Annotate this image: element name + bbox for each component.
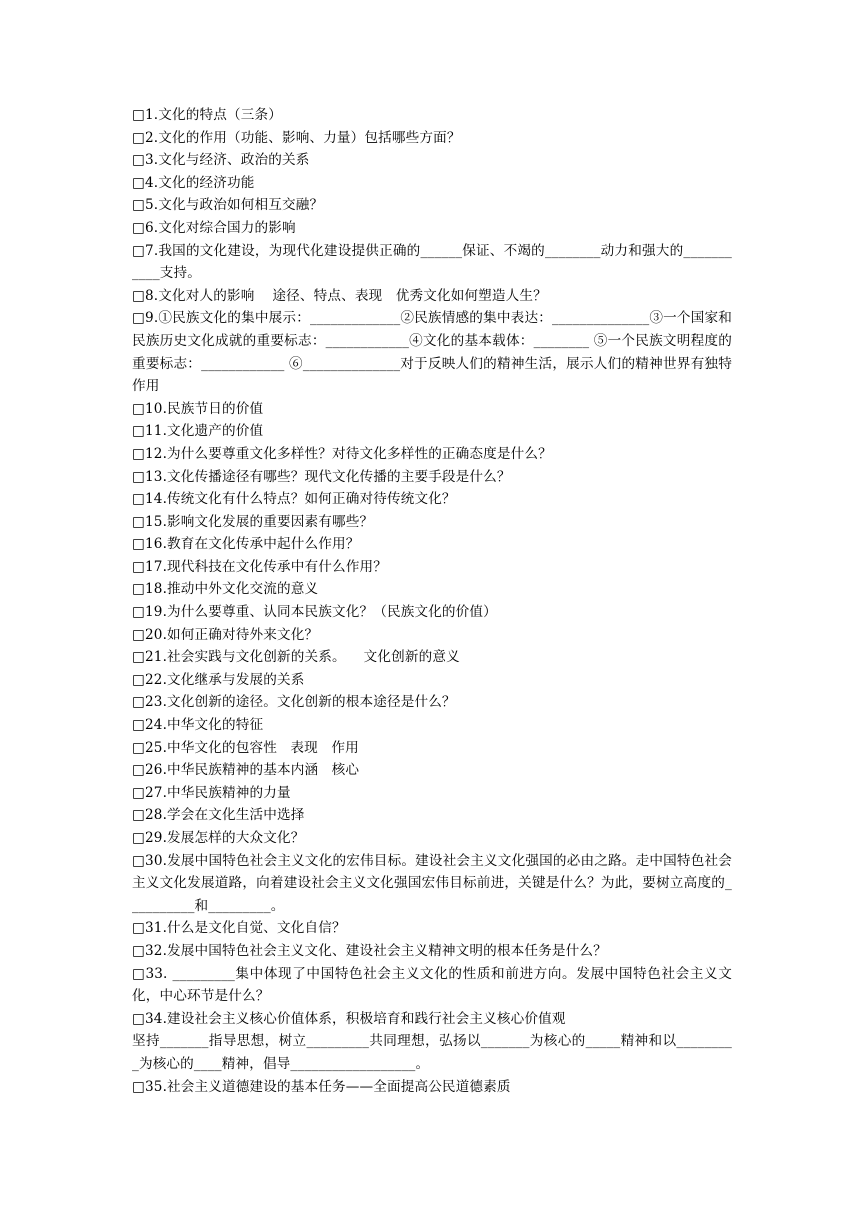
checklist-item-27: □27.中华民族精神的力量 [132,784,291,801]
checklist-item-23: □23.文化创新的途径。文化创新的根本途径是什么？ [132,694,456,711]
checklist-item-13: □13.文化传播途径有哪些？现代文化传播的主要手段是什么？ [132,468,511,485]
checklist-item-8: □8.文化对人的影响 途径、特点、表现 优秀文化如何塑造人生？ [132,287,547,304]
checklist-item-17: □17.现代科技在文化传承中有什么作用？ [132,558,387,575]
checklist-item-1: □1.文化的特点（三条） [132,107,282,123]
checklist-item-18: □18.推动中外文化交流的意义 [132,581,319,598]
checklist-item-14: □14.传统文化有什么特点？如何正确对待传统文化？ [132,491,456,508]
checklist-item-25: □25.中华文化的包容性 表现 作用 [132,739,359,756]
checklist-item-30: □30.发展中国特色社会主义文化的宏伟目标。建设社会主义文化强国的必由之路。走中国特色社会主义文化发展道路，向着建设社会主义文化强国宏伟目标前进，关键是什么？为此，要树立高度的__________和_________。 [132,852,732,914]
checklist-item-10: □10.民族节日的价值 [132,400,264,417]
checklist-item-3: □3.文化与经济、政治的关系 [132,152,310,169]
checklist-item-33: □33. _________集中体现了中国特色社会主义文化的性质和前进方向。发展中国特色社会主义文化，中心环节是什么？ [132,965,732,1005]
checklist-item-4: □4.文化的经济功能 [132,174,255,191]
checklist-item-7: □7.我国的文化建设，为现代化建设提供正确的______保证、不竭的________动力和强大的___________支持。 [132,242,732,282]
checklist-item-21: □21.社会实践与文化创新的关系。 文化创新的意义 [132,649,460,666]
checklist-item-12: □12.为什么要尊重文化多样性？对待文化多样性的正确态度是什么？ [132,445,552,462]
checklist-item-11: □11.文化遗产的价值 [132,423,264,440]
checklist-item-34: □34.建设社会主义核心价值体系，积极培育和践行社会主义核心价值观 坚持_______指导思想，树立_________共同理想，弘扬以_______为核心的_____精神和以_________为核心的____精神，倡导__________________。 [132,1010,732,1072]
checklist-item-24: □24.中华文化的特征 [132,717,264,734]
checklist-item-32: □32.发展中国特色社会主义文化、建设社会主义精神文明的根本任务是什么？ [132,942,607,959]
checklist-item-9: □9.①民族文化的集中展示：_____________②民族情感的集中表达：______________③一个国家和民族历史文化成就的重要标志：____________④文化的基本载体：________ ⑤一个民族文明程度的重要标志：____________ ⑥______________对于反映人们的精神生活，展示人们的精神世界有独特作用 [132,310,732,395]
checklist-item-20: □20.如何正确对待外来文化？ [132,626,319,643]
checklist-item-31: □31.什么是文化自觉、文化自信？ [132,920,346,937]
checklist-item-6: □6.文化对综合国力的影响 [132,219,296,236]
checklist-item-26: □26.中华民族精神的基本内涵 核心 [132,762,360,779]
checklist-item-35: □35.社会主义道德建设的基本任务——全面提高公民道德素质 [132,1078,511,1095]
study-checklist [132,104,732,1098]
checklist-item-28: □28.学会在文化生活中选择 [132,807,305,824]
checklist-item-19: □19.为什么要尊重、认同本民族文化？（民族文化的价值） [132,604,497,621]
checklist-item-29: □29.发展怎样的大众文化？ [132,830,305,846]
checklist-item-15: □15.影响文化发展的重要因素有哪些？ [132,513,374,530]
checklist-item-5: □5.文化与政治如何相互交融？ [132,197,324,214]
checklist-item-16: □16.教育在文化传承中起什么作用？ [132,536,360,553]
checklist-item-2: □2.文化的作用（功能、影响、力量）包括哪些方面？ [132,129,461,146]
checklist-item-22: □22.文化继承与发展的关系 [132,671,305,688]
